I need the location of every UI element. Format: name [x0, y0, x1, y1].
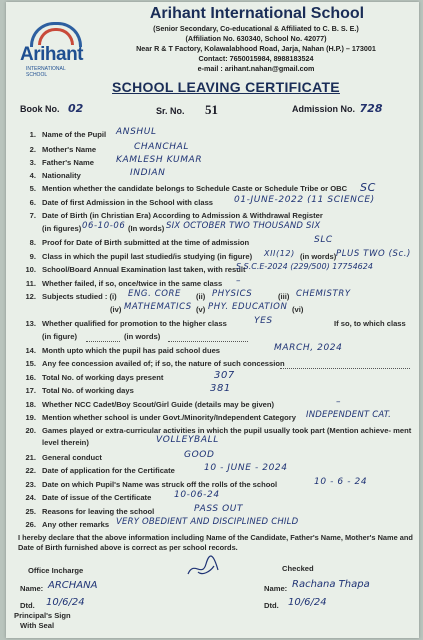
- admission-no-label: Admission No.: [292, 104, 356, 114]
- office-date-label: Dtd.: [20, 601, 35, 610]
- principal-sign-label: Principal's Sign: [14, 611, 71, 620]
- logo-text: Arihant: [20, 44, 83, 65]
- row-label: Name of the Pupil: [42, 130, 107, 139]
- row-label: Date of Birth (in Christian Era) According to Admission & Withdrawal Register: [42, 211, 323, 220]
- row-number: 22.: [25, 466, 36, 475]
- row-number: 14.: [25, 346, 36, 355]
- row-label: Month upto which the pupil has paid school dues: [42, 346, 221, 355]
- row-number: 11.: [25, 279, 36, 288]
- header-line-4: Contact: 7650015984, 8988183524: [198, 54, 314, 63]
- row-value: 10 - 6 - 24: [314, 477, 368, 487]
- row-label: Class in which the pupil last studied/is studying (in figure): [42, 252, 253, 261]
- row-label: Date on which Pupil's Name was struck off the rolls of the school: [42, 480, 278, 489]
- row-number: 20.: [25, 426, 36, 435]
- checked-name-label: Name:: [264, 584, 288, 593]
- row-value: 10 - JUNE - 2024: [204, 463, 288, 473]
- row-label: School/Board Annual Examination last taken, with result: [42, 265, 246, 274]
- row-number: 8.: [29, 238, 36, 247]
- row-value: 01-JUNE-2022 (11 SCIENCE): [234, 195, 375, 205]
- row-label: (iii): [278, 292, 290, 301]
- row-value: PASS OUT: [194, 504, 244, 514]
- row-number: 13.: [25, 319, 36, 328]
- row-number: 24.: [25, 493, 36, 502]
- blank-line: [280, 367, 410, 369]
- row-number: 26.: [25, 520, 36, 529]
- principal-seal-label: With Seal: [20, 621, 55, 630]
- blank-line: [86, 340, 120, 342]
- row-label: Proof for Date of Birth submitted at the time of admission: [42, 238, 250, 247]
- certificate-title: SCHOOL LEAVING CERTIFICATE: [112, 79, 340, 95]
- row-number: 19.: [25, 413, 36, 422]
- row-number: 5.: [29, 184, 36, 193]
- row-label: Whether failed, if so, once/twice in the same class: [42, 279, 223, 288]
- row-number: 10.: [25, 265, 36, 274]
- row-label: Father's Name: [42, 158, 95, 167]
- row-value: 307: [214, 370, 235, 381]
- row-label: General conduct: [42, 453, 102, 462]
- office-name-value: ARCHANA: [48, 580, 98, 591]
- book-no: [20, 102, 83, 115]
- row-label: Nationality: [42, 171, 81, 180]
- row-label: Reasons for leaving the school: [42, 507, 155, 516]
- row-value: INDEPENDENT CAT.: [306, 410, 392, 420]
- row-label: Games played or extra-curricular activities in which the pupil usually took part (Mention achieve- ment: [42, 426, 412, 435]
- book-no-value: 02: [68, 102, 84, 115]
- row-label: level therein): [42, 438, 89, 447]
- row-number: 9.: [29, 252, 36, 261]
- office-date-value: 10/6/24: [46, 597, 85, 608]
- subject-2: PHYSICS: [212, 289, 253, 299]
- header-line-2: (Affiliation No. 630340, School No. 42077): [185, 34, 327, 43]
- row-label: (in words): [300, 252, 337, 261]
- row-number: 23.: [25, 480, 36, 489]
- subject-4: MATHEMATICS: [124, 302, 192, 312]
- row-value: –: [336, 397, 342, 407]
- row-value: VOLLEYBALL: [156, 435, 219, 445]
- row-label: Any fee concession availed of; if so, the nature of such concession: [42, 359, 285, 368]
- row-value: –: [236, 276, 242, 286]
- row-number: 2.: [29, 145, 36, 154]
- declaration: I hereby declare that the above information including Name of the Candidate, Father's Name, Mother's Name and Date of Birth furnished above is correct as per school records.: [18, 533, 413, 552]
- row-number: 16.: [25, 373, 36, 382]
- sr-no-label: Sr. No.: [156, 106, 185, 116]
- row-label: Date of application for the Certificate: [42, 466, 175, 475]
- certificate-sheet: [6, 2, 419, 638]
- row-value: GOOD: [184, 450, 215, 460]
- row-label: Mention whether the candidate belongs to Schedule Caste or Schedule Tribe or OBC: [42, 184, 348, 193]
- official-signature: [184, 552, 224, 582]
- row-value: KAMLESH KUMAR: [116, 155, 203, 165]
- dob-figures: 06-10-06: [82, 221, 126, 231]
- row-value: PLUS TWO (Sc.): [336, 249, 411, 259]
- blank-line: [168, 340, 248, 342]
- row-label: (in words): [124, 332, 161, 341]
- row-value: MARCH, 2024: [274, 343, 343, 353]
- row-label: Subjects studied : (i): [42, 292, 117, 301]
- row-label: (ii): [196, 292, 206, 301]
- row-label: Mother's Name: [42, 145, 97, 154]
- book-no-label: Book No.: [20, 104, 60, 114]
- row-number: 15.: [25, 359, 36, 368]
- row-value: INDIAN: [130, 168, 166, 178]
- row-number: 3.: [29, 158, 36, 167]
- row-number: 17.: [25, 386, 36, 395]
- row-label: (v): [196, 305, 206, 314]
- subject-1: ENG. CORE: [128, 289, 182, 299]
- row-value: VERY OBEDIENT AND DISCIPLINED CHILD: [116, 517, 299, 527]
- sr-no-value: 51: [205, 102, 219, 117]
- row-number: 4.: [29, 171, 36, 180]
- header-line-5: e-mail : arihant.nahan@gmail.com: [197, 64, 315, 73]
- checked-label: Checked: [282, 564, 314, 573]
- admission-no: [292, 102, 383, 115]
- row-label: (vi): [292, 305, 304, 314]
- row-number: 7.: [29, 211, 36, 220]
- row-label: Mention whether school is under Govt./Minority/Independent Category: [42, 413, 296, 422]
- row-label: Total No. of working days: [42, 386, 134, 395]
- school-logo: [18, 22, 88, 82]
- row-value: SC: [360, 181, 376, 194]
- sr-no: [156, 102, 218, 118]
- checked-date-value: 10/6/24: [288, 597, 327, 608]
- row-label: If so, to which class: [334, 319, 406, 328]
- row-label: (in figures): [42, 224, 82, 233]
- row-value: S.S.C.E-2024 (229/500) 17754624: [236, 262, 373, 271]
- row-label: (iv): [110, 305, 122, 314]
- checked-date-label: Dtd.: [264, 601, 279, 610]
- row-number: 25.: [25, 507, 36, 516]
- row-value: SLC: [314, 235, 333, 245]
- logo-subtext: INTERNATIONAL SCHOOL: [26, 66, 66, 78]
- row-label: Any other remarks: [42, 520, 110, 529]
- row-label: (In words): [128, 224, 165, 233]
- office-incharge-label: Office Incharge: [28, 566, 84, 575]
- row-label: Whether qualified for promotion to the higher class: [42, 319, 227, 328]
- row-number: 18.: [25, 400, 36, 409]
- row-value: YES: [254, 316, 273, 326]
- row-label: Total No. of working days present: [42, 373, 164, 382]
- dob-words: SIX OCTOBER TWO THOUSAND SIX: [166, 221, 321, 231]
- row-label: Date of first Admission in the School with class: [42, 198, 214, 207]
- checked-name-value: Rachana Thapa: [292, 579, 370, 590]
- row-value: 10-06-24: [174, 490, 220, 500]
- row-value: CHANCHAL: [134, 142, 189, 152]
- school-name: Arihant International School: [149, 5, 365, 22]
- row-label: Date of issue of the Certificate: [42, 493, 152, 502]
- row-number: 12.: [25, 292, 36, 301]
- subject-5: PHY. EDUCATION: [208, 302, 288, 312]
- subject-3: CHEMISTRY: [296, 289, 351, 299]
- row-label: (in figure): [42, 332, 78, 341]
- row-value: 381: [210, 383, 231, 394]
- row-number: 21.: [25, 453, 36, 462]
- row-number: 6.: [29, 198, 36, 207]
- header-line-3: Near R & T Factory, Kolawalabhood Road, Jarja, Nahan (H.P.) – 173001: [136, 44, 376, 53]
- header-line-1: (Senior Secondary, Co-educational & Affiliated to C. B. S. E.): [153, 24, 359, 33]
- office-name-label: Name:: [20, 584, 44, 593]
- admission-no-value: 728: [359, 102, 383, 115]
- row-value: ANSHUL: [116, 127, 157, 137]
- row-label: Whether NCC Cadet/Boy Scout/Girl Guide (details may be given): [42, 400, 275, 409]
- row-value: XII(12): [264, 249, 295, 258]
- row-number: 1.: [29, 130, 36, 139]
